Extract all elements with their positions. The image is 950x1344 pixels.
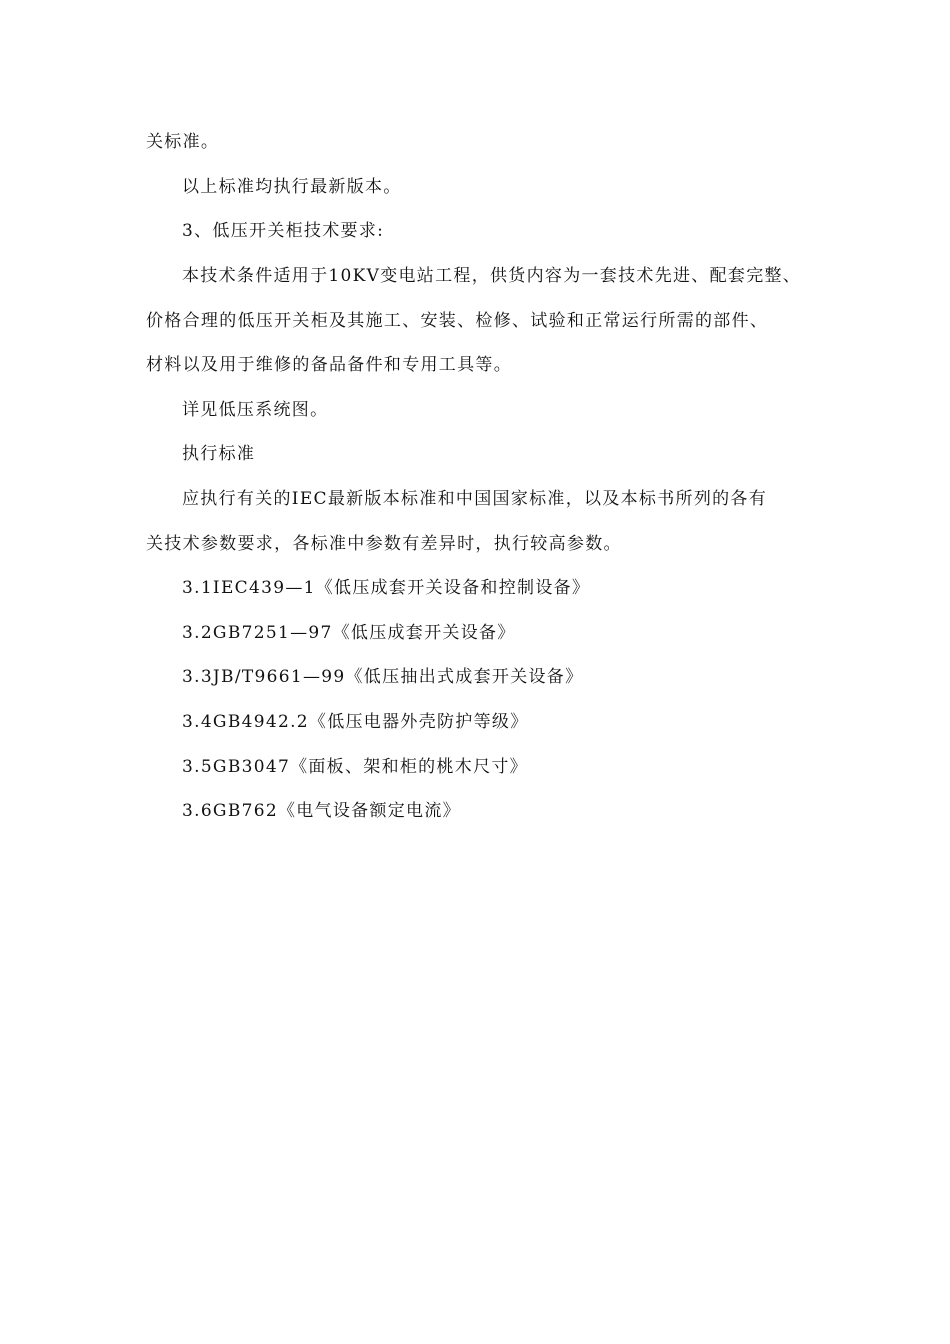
paragraph-line: 价格合理的低压开关柜及其施工、安装、检修、试验和正常运行所需的部件、 <box>146 311 769 331</box>
paragraph-line: 本技术条件适用于10KV变电站工程，供货内容为一套技术先进、配套完整、 <box>182 266 802 286</box>
section-heading: 3、低压开关柜技术要求: <box>182 221 385 241</box>
paragraph-line: 详见低压系统图。 <box>182 400 329 420</box>
standard-item: 3.6GB762《电气设备额定电流》 <box>182 801 461 821</box>
standard-item: 3.1IEC439—1《低压成套开关设备和控制设备》 <box>182 578 591 598</box>
standard-item: 3.3JB/T9661—99《低压抽出式成套开关设备》 <box>182 667 584 687</box>
standard-item: 3.2GB7251—97《低压成套开关设备》 <box>182 623 516 643</box>
standard-item: 3.4GB4942.2《低压电器外壳防护等级》 <box>182 712 529 732</box>
paragraph-line: 应执行有关的IEC最新版本标准和中国国家标准，以及本标书所列的各有 <box>182 489 768 509</box>
paragraph-line: 材料以及用于维修的备品备件和专用工具等。 <box>146 355 512 375</box>
paragraph-line: 以上标准均执行最新版本。 <box>182 177 402 197</box>
paragraph-line: 关标准。 <box>146 132 220 152</box>
paragraph-line: 关技术参数要求，各标准中参数有差异时，执行较高参数。 <box>146 534 622 554</box>
subheading: 执行标准 <box>182 444 256 464</box>
standard-item: 3.5GB3047《面板、架和柜的桃木尺寸》 <box>182 757 528 777</box>
